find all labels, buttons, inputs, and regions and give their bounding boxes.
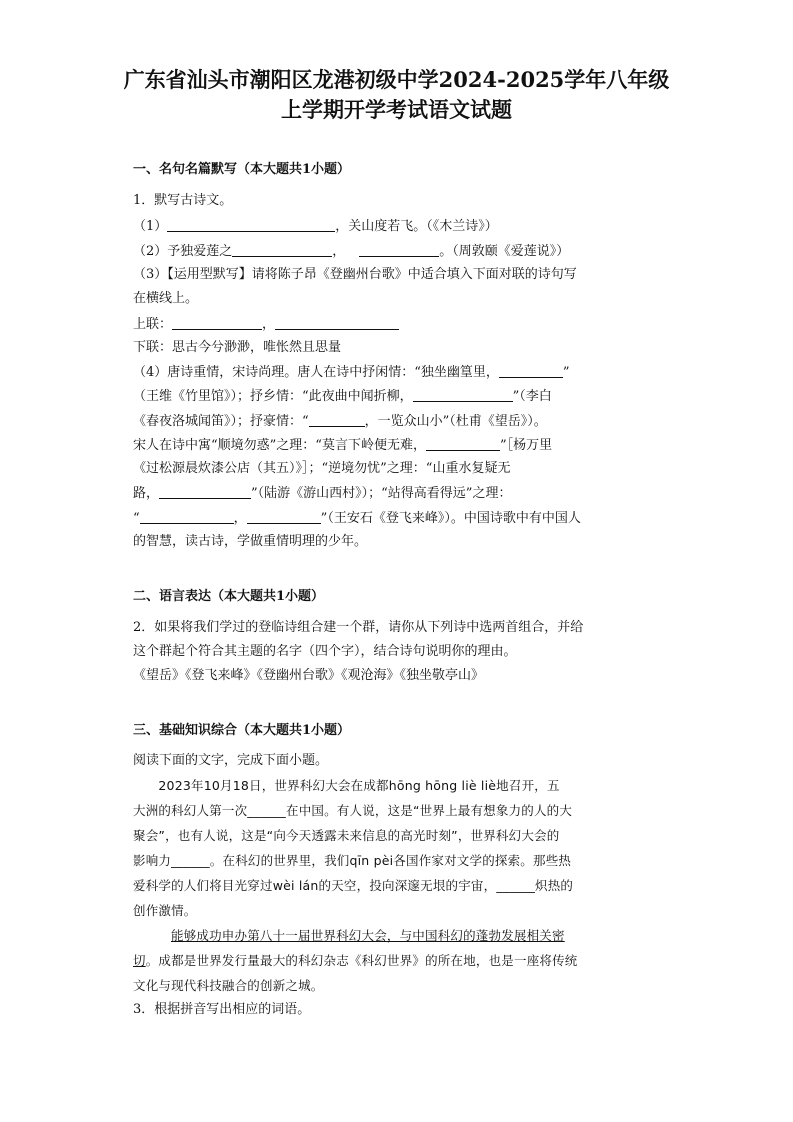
s1-line-9 bbox=[133, 412, 673, 431]
passage-line-9: 文化与现代科技融合的创新之城。 bbox=[133, 978, 324, 993]
s1-line-14: 的智慧，读古诗，学做重情明理的少年。 bbox=[133, 534, 368, 549]
s1-text: （1） bbox=[133, 219, 168, 234]
blank-4b[interactable] bbox=[413, 387, 513, 402]
s1-line-4: 在横线上。 bbox=[133, 291, 199, 306]
blank-1[interactable] bbox=[167, 217, 335, 232]
blank-4a[interactable] bbox=[499, 363, 563, 378]
s1-text: ， bbox=[233, 511, 247, 526]
s2-line-1: 2．如果将我们学过的登临诗组合建一个群，请你从下列诗中选两首组合，并给 bbox=[133, 620, 584, 635]
blank-2a[interactable] bbox=[232, 242, 332, 257]
passage-line-8 bbox=[133, 952, 673, 970]
s1-text: ，关山度若飞。（《木兰诗》） bbox=[335, 219, 498, 234]
blank-3a[interactable] bbox=[172, 315, 262, 330]
s1-text: 路， bbox=[133, 486, 160, 501]
passage-line-7 bbox=[133, 927, 673, 945]
s1-text: ”（李白 bbox=[512, 389, 552, 404]
s1-line-7 bbox=[133, 363, 673, 382]
exam-title-line1: 广东省汕头市潮阳区龙港初级中学2024-2025学年八年级 bbox=[123, 67, 670, 92]
s1-line-10 bbox=[133, 436, 673, 455]
passage-line-6: 创作激情。 bbox=[133, 903, 197, 918]
s1-text: ，一览众山小”（杜甫《望岳》）。 bbox=[364, 414, 547, 429]
s1-text: （2）予独爱莲之 bbox=[133, 244, 233, 259]
s1-line-5 bbox=[133, 315, 673, 334]
passage-line-4: 影响力______。在科幻的世界里，我们qīn pèi各国作家对文学的探索。那些热 bbox=[133, 853, 572, 868]
s1-text: ”（王安石《登飞来峰》）。中国诗歌中有中国人 bbox=[320, 511, 581, 526]
section1-heading: 一、名句名篇默写（本大题共1小题） bbox=[133, 162, 351, 177]
s1-text: 上联： bbox=[133, 317, 173, 332]
s1-text: 宋人在诗中寓“顺境勿惑”之理：“莫言下岭便无难， bbox=[133, 438, 426, 453]
blank-4f[interactable] bbox=[140, 509, 234, 524]
s1-text: “ bbox=[133, 511, 140, 526]
blank-4c[interactable] bbox=[309, 412, 365, 427]
blank-3b[interactable] bbox=[275, 315, 399, 330]
s1-text: 《春夜洛城闻笛》）；抒豪情：“ bbox=[133, 414, 309, 429]
s1-line-3: （3）【运用型默写】请将陈子昂《登幽州台歌》中适合填入下面对联的诗句写 bbox=[133, 267, 577, 282]
passage-line-2: 大洲的科幻人第一次______在中国。有人说，这是“世界上最有想象力的人的大 bbox=[133, 803, 573, 818]
s1-text: ， bbox=[262, 317, 276, 332]
s1-line-2 bbox=[133, 242, 673, 261]
passage-line-3: 聚会”，也有人说，这是“向今天透露未来信息的高光时刻”，世界科幻大会的 bbox=[133, 828, 560, 843]
s1-line-12 bbox=[133, 484, 673, 503]
s1-text: （王维《竹里馆》）；抒乡情：“此夜曲中闻折柳， bbox=[133, 389, 413, 404]
passage-line-5: 爱科学的人们将目光穿过wèi lán的天空，投向深邃无垠的宇宙，______炽热的 bbox=[133, 878, 574, 893]
s2-line-3: 《望岳》《登飞来峰》《登幽州台歌》《观沧海》《独坐敬亭山》 bbox=[133, 668, 485, 683]
s1-line-8 bbox=[133, 387, 673, 406]
passage-line-1: 2023年10月18日，世界科幻大会在成都hōng hōng liè liè地召开，五 bbox=[133, 778, 560, 793]
s1-text: （4）唐诗重情，宋诗尚理。唐人在诗中抒闲情：“独坐幽篁里， bbox=[133, 365, 499, 380]
s2-line-2: 这个群起个符合其主题的名字（四个字），结合诗句说明你的理由。 bbox=[133, 644, 517, 659]
blank-4d[interactable] bbox=[426, 436, 500, 451]
s1-line-11: 《过松源晨炊漆公店（其五）》］；“逆境勿忧”之理：“山重水复疑无 bbox=[133, 461, 511, 476]
s1-text: ”（陆游《游山西村》）；“站得高看得远”之理： bbox=[251, 486, 512, 501]
s1-line-1 bbox=[133, 217, 673, 236]
s1-line-13 bbox=[133, 509, 673, 528]
underlined-sentence: 能够成功申办第八十一届世界科幻大会，与中国科幻的蓬勃发展相关密 bbox=[171, 928, 565, 943]
passage-text: 。成都是世界发行量最大的科幻杂志《科幻世界》的所在地，也是一座将传统 bbox=[145, 953, 578, 968]
underlined-sentence-end: 切 bbox=[133, 953, 146, 968]
blank-4g[interactable] bbox=[247, 509, 321, 524]
question-3: 3．根据拼音写出相应的词语。 bbox=[133, 1002, 311, 1017]
s1-line-6: 下联：思古今兮渺渺，唯怅然且思量 bbox=[133, 340, 342, 355]
s1-text: ， bbox=[332, 244, 346, 259]
exam-title-line2: 上学期开学考试语文试题 bbox=[281, 97, 512, 122]
blank-4e[interactable] bbox=[159, 484, 251, 499]
blank-2b[interactable] bbox=[359, 242, 439, 257]
s1-text: 。（周敦颐《爱莲说》） bbox=[439, 244, 570, 259]
s1-text: ”［杨万里 bbox=[499, 438, 553, 453]
section3-heading: 三、基础知识综合（本大题共1小题） bbox=[133, 723, 351, 738]
s1-text: ” bbox=[562, 365, 570, 380]
s3-line-1: 阅读下面的文字，完成下面小题。 bbox=[133, 753, 329, 768]
question-1: 1．默写古诗文。 bbox=[133, 193, 233, 208]
section2-heading: 二、语言表达（本大题共1小题） bbox=[133, 589, 325, 604]
